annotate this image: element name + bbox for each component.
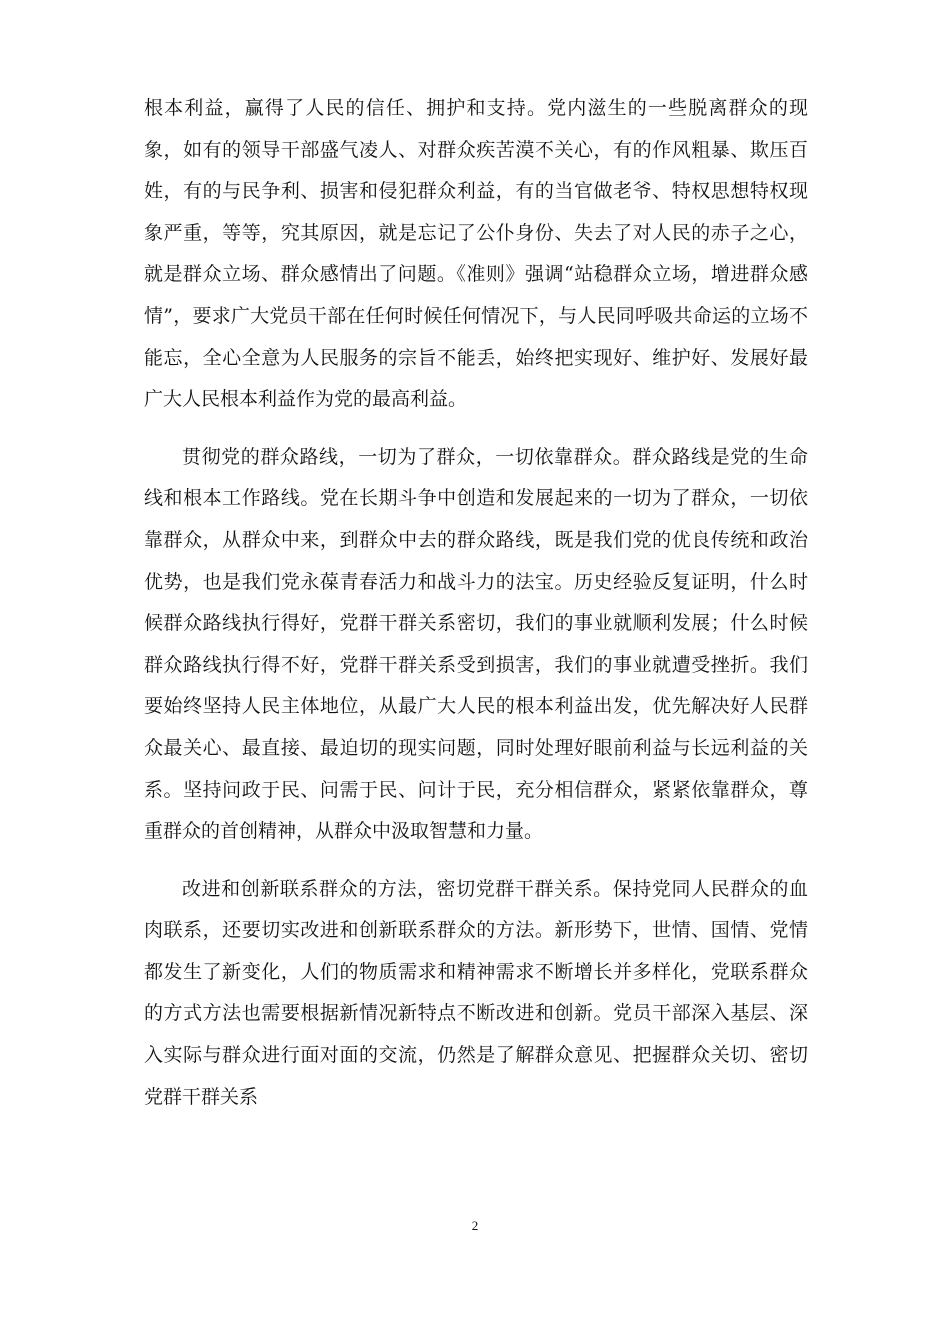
document-body [144, 88, 808, 1118]
paragraph-3: 改进和创新联系群众的方法，密切党群干群关系。保持党同人民群众的血肉联系，还要切实改进和创新联系群众的方法。新形势下，世情、国情、党情都发生了新变化，人们的物质需求和精神需求不断增长并多样化，党联系群众的方式方法也需要根据新情况新特点不断改进和创新。党员干部深入基层、深入实际与群众进行面对面的交流，仍然是了解群众意见、把握群众关切、密切党群干群关系 [144, 877, 808, 1108]
paragraph-gap [144, 421, 808, 437]
paragraph-2: 贯彻党的群众路线，一切为了群众，一切依靠群众。群众路线是党的生命线和根本工作路线。党在长期斗争中创造和发展起来的一切为了群众，一切依靠群众，从群众中来，到群众中去的群众路线，既是我们党的优良传统和政治优势，也是我们党永葆青春活力和战斗力的法宝。历史经验反复证明，什么时候群众路线执行得好，党群干群关系密切，我们的事业就顺利发展；什么时候群众路线执行得不好，党群干群关系受到损害，我们的事业就遭受挫折。我们要始终坚持人民主体地位，从最广大人民的根本利益出发，优先解决好人民群众最关心、最直接、最迫切的现实问题，同时处理好眼前利益与长远利益的关系。坚持问政于民、问需于民、问计于民，充分相信群众，紧紧依靠群众，尊重群众的首创精神，从群众中汲取智慧和力量。 [144, 445, 808, 843]
paragraph-1: 根本利益，赢得了人民的信任、拥护和支持。党内滋生的一些脱离群众的现象，如有的领导干部盛气凌人、对群众疾苦漠不关心，有的作风粗暴、欺压百姓，有的与民争利、损害和侵犯群众利益，有的当官做老爷、特权思想特权现象严重，等等，究其原因，就是忘记了公仆身份、失去了对人民的赤子之心，就是群众立场、群众感情出了问题。《准则》强调“站稳群众立场，增进群众感情”，要求广大党员干部在任何时候任何情况下，与人民同呼吸共命运的立场不能忘，全心全意为人民服务的宗旨不能丢，始终把实现好、维护好、发展好最广大人民根本利益作为党的最高利益。 [144, 97, 808, 411]
page-number: 2 [471, 1218, 479, 1233]
paragraph-gap [144, 853, 808, 869]
